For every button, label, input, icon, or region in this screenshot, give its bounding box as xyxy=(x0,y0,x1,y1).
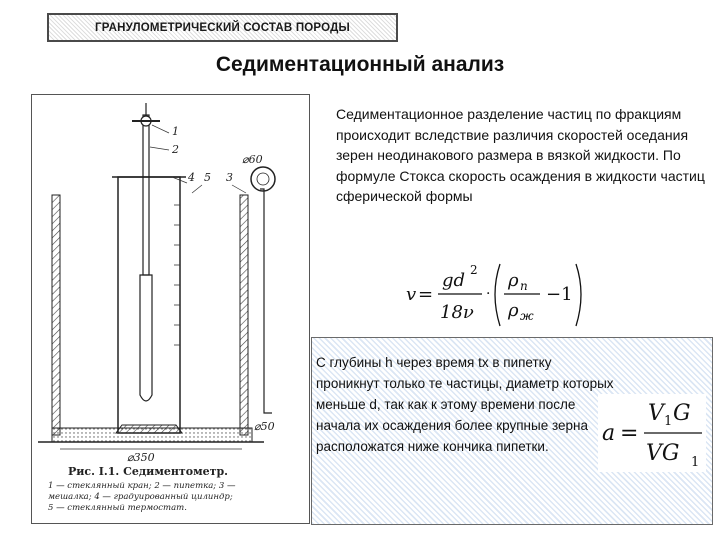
sedimentometer-drawing xyxy=(32,95,311,525)
figure-caption xyxy=(48,465,318,514)
formula-num: gd xyxy=(442,270,466,291)
caption-legend xyxy=(48,481,318,514)
ratio-lhs: a xyxy=(602,421,616,446)
cylinder-foot xyxy=(116,425,182,433)
formula-dot: · xyxy=(486,286,491,302)
sedimentometer-figure xyxy=(31,94,310,524)
pipette-stem xyxy=(143,115,149,275)
stirrer-ring xyxy=(251,167,275,191)
formula-num-exp: 2 xyxy=(470,263,478,277)
label-part-5: 5 xyxy=(204,171,211,184)
formula-inner-num-sub: n xyxy=(520,279,528,293)
label-part-2: 2 xyxy=(172,143,179,156)
caption-title: Рис. I.1. Седиментометр. xyxy=(68,465,228,478)
ratio-den: VG xyxy=(646,441,680,466)
label-part-3: 3 xyxy=(226,171,233,184)
thermostat-left-wall xyxy=(52,195,60,435)
formula-inner-den: ρ xyxy=(508,300,519,321)
formula-inner-num: ρ xyxy=(508,270,519,291)
dimension-60: ⌀60 xyxy=(242,153,263,166)
ratio-eq: = xyxy=(620,421,639,446)
formula-den: 18ν xyxy=(440,302,474,323)
stokes-formula xyxy=(404,256,604,334)
ratio-den-sub: 1 xyxy=(691,455,700,470)
section-header-box xyxy=(47,13,398,42)
thermostat-right-wall xyxy=(240,195,248,435)
dimension-50: ⌀50 xyxy=(254,420,275,433)
cylinder-graduations xyxy=(174,205,180,345)
label-part-4: 4 xyxy=(188,171,195,184)
caption-legend-line: мешалка; 4 — градуированный цилиндр; xyxy=(48,492,233,502)
ratio-num-sub: 1 xyxy=(664,414,673,429)
label-part-1: 1 xyxy=(172,125,179,138)
ratio-num-tail: G xyxy=(673,401,691,426)
stirrer xyxy=(260,189,272,413)
slide-title: Седиментационный анализ xyxy=(215,53,505,76)
dimension-350: ⌀350 xyxy=(127,451,155,464)
pipette-bulb xyxy=(140,275,152,401)
ratio-formula xyxy=(598,394,706,472)
formula-minus-one: −1 xyxy=(546,284,573,305)
caption-legend-line: 1 — стеклянный кран; 2 — пипетка; 3 — xyxy=(48,481,236,491)
formula-lhs: v xyxy=(406,284,417,305)
formula-eq: = xyxy=(418,284,434,305)
section-header-label: ГРАНУЛОМЕТРИЧЕСКИЙ СОСТАВ ПОРОДЫ xyxy=(95,21,350,34)
formula-inner-den-sub: ж xyxy=(520,309,534,323)
ratio-num: V xyxy=(648,401,664,426)
intro-paragraph: Седиментационное разделение частиц по фракциям происходит вследствие различия скоростей оседания зерен неодинакового размера в вязкой жидкости. По формуле Стокса скорость осаждения в жидкости частиц сферической формы xyxy=(336,106,705,204)
pipette-paragraph: С глубины h через время tx в пипетку проникнут только те частицы, диаметр которых меньше d, так как к этому времени после начала их осаждения более крупные зерна расположатся ниже кончика пипетки. xyxy=(316,355,614,454)
caption-legend-line: 5 — стеклянный термостат. xyxy=(48,503,187,513)
